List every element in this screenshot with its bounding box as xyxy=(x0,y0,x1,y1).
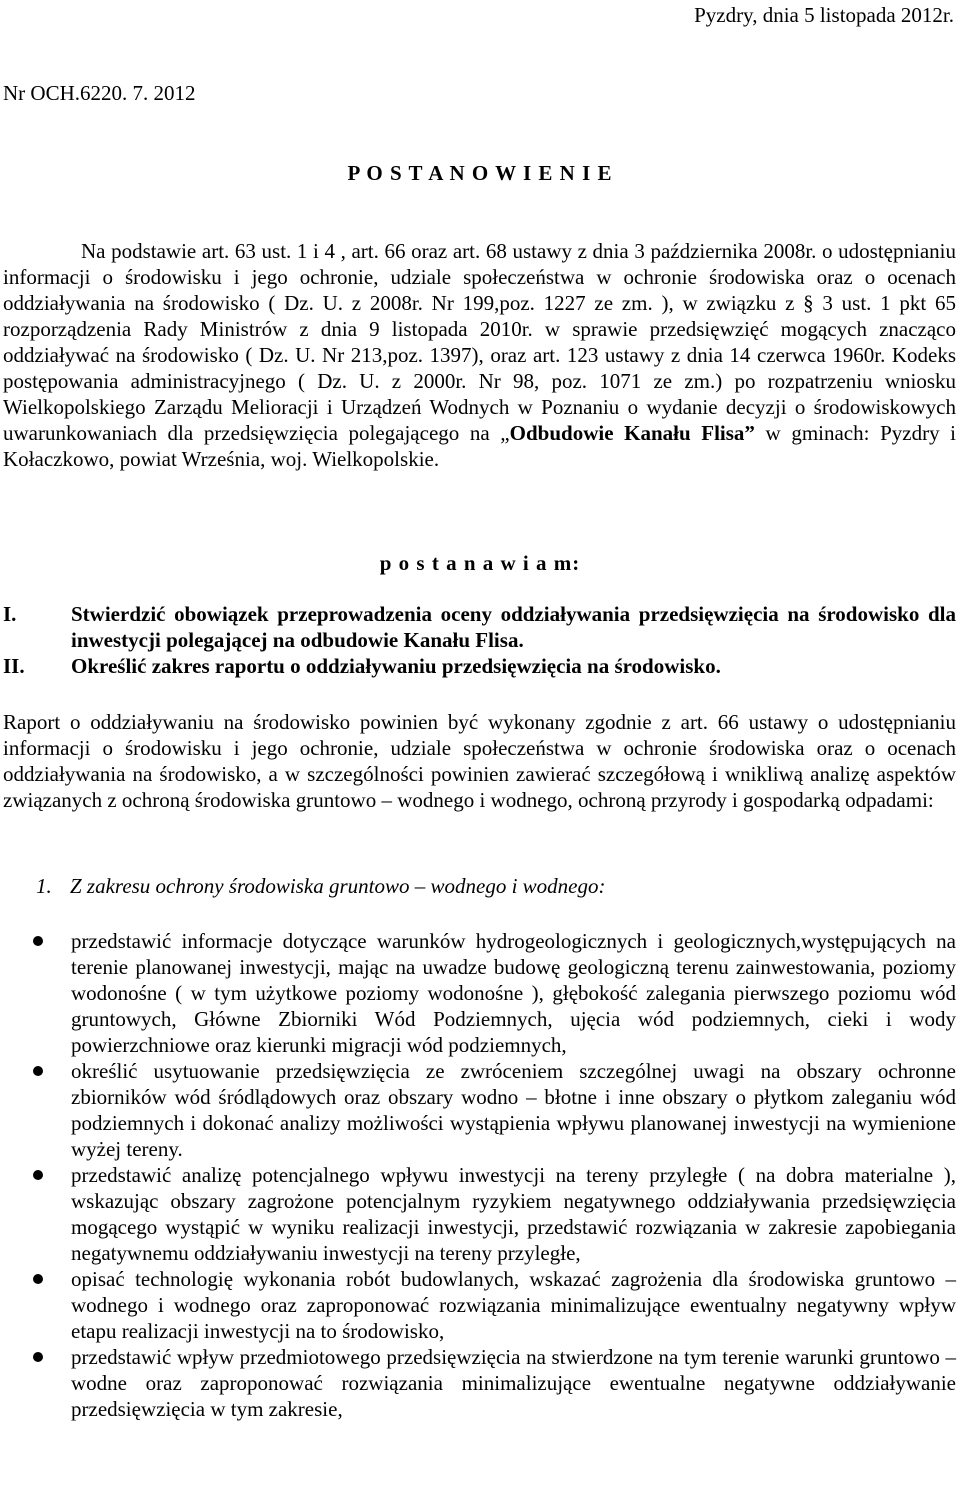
bullet-icon xyxy=(33,1170,43,1180)
requirements-list xyxy=(3,928,956,1422)
legal-basis-paragraph xyxy=(3,238,956,472)
section-title: Z zakresu ochrony środowiska gruntowo – wodnego i wodnego: xyxy=(70,874,606,898)
bullet-icon xyxy=(33,1352,43,1362)
legal-basis-text: Na podstawie art. 63 ust. 1 i 4 , art. 66 oraz art. 68 ustawy z dnia 3 października 2008r. o udostępnianiu informacji o środowisku i jego ochronie, udziale społeczeństwa w ochronie środowiska oraz o ocenach oddziaływania na środowisko ( Dz. U. z 2008r. Nr 199,poz. 1227 ze zm. ), w związku z § 3 ust. 1 pkt 65 rozporządzenia Rady Ministrów z dnia 9 listopada 2010r. w sprawie przedsięwzięć mogących znacząco oddziaływać na środowisko ( Dz. U. Nr 213,poz. 1397), oraz art. 123 ustawy z dnia 14 czerwca 1960r. Kodeks postępowania administracyjnego ( Dz. U. z 2000r. Nr 98, poz. 1071 ze zm.) po rozpatrzeniu wniosku Wielkopolskiego Zarządu Melioracji i Urządzeń Wodnych w Poznaniu o wydanie decyzji o środowiskowych uwarunkowaniach dla przedsięwzięcia polegającego na „ xyxy=(3,239,956,445)
document-date: Pyzdry, dnia 5 listopada 2012r. xyxy=(694,3,954,27)
list-item-text: opisać technologię wykonania robót budowlanych, wskazać zagrożenia dla środowiska gruntowo – wodnego i wodnego oraz zaproponować rozwiązania minimalizujące ewentualny negatywny wpływ etapu realizacji inwestycji na to środowisko, xyxy=(71,1267,956,1343)
decision-number: I. xyxy=(3,602,17,626)
list-item-text: przedstawić analizę potencjalnego wpływu inwestycji na tereny przyległe ( na dobra materialne ), wskazując obszary zagrożone potencjalnym ryzykiem negatywnego oddziaływania przedsięwzięcia mogącego wystąpić w wyniku realizacji inwestycji, przedstawić rozwiązania w zakresie zapobiegania negatywnemu oddziaływaniu inwestycji na tereny przyległe, xyxy=(71,1163,956,1265)
list-item-text: określić usytuowanie przedsięwzięcia ze zwróceniem szczególnej uwagi na obszary ochronne zbiorników wód śródlądowych oraz obszary wodno – błotne i inne obszary o płytkom zaleganiu wód podziemnych i dokonać analizy możliwości wystąpienia wpływu planowanej inwestycji na wymienione wyżej tereny. xyxy=(71,1059,956,1161)
list-item-text: przedstawić wpływ przedmiotowego przedsięwzięcia na stwierdzone na tym terenie warunki gruntowo – wodne oraz zaproponować rozwiązania minimalizujące ewentualne negatywne oddziaływanie przedsięwzięcia w tym zakresie, xyxy=(71,1345,956,1421)
list-item xyxy=(3,1058,956,1162)
document-title: P O S T A N O W I E N I E xyxy=(347,161,613,185)
bullet-icon xyxy=(33,936,43,946)
decision-item xyxy=(3,653,956,679)
section-heading xyxy=(36,873,606,899)
list-item xyxy=(3,928,956,1058)
decision-text: Stwierdzić obowiązek przeprowadzenia oceny oddziaływania przedsięwzięcia na środowisko dla inwestycji polegającej na odbudowie Kanału Flisa. xyxy=(71,602,956,652)
report-paragraph: Raport o oddziaływaniu na środowisko powinien być wykonany zgodnie z art. 66 ustawy o udostępnianiu informacji o środowisku i jego ochronie, udziale społeczeństwa w ochronie środowiska oraz o ocenach oddziaływania na środowisko, a w szczególności powinien zawierać szczegółową i wnikliwą analizę aspektów związanych z ochroną środowiska gruntowo – wodnego i wodnego, ochroną przyrody i gospodarką odpadami: xyxy=(3,710,956,812)
project-name: Odbudowie Kanału Flisa” xyxy=(509,421,755,445)
bullet-icon xyxy=(33,1066,43,1076)
list-item-text: przedstawić informacje dotyczące warunków hydrogeologicznych i geologicznych,występujących na terenie planowanej inwestycji, mając na uwadze budowę geologiczną terenu zainwestowania, poziomy wodonośne ( w tym użytkowe poziomy wodonośne ), głębokość zalegania pierwszego poziomu wód gruntowych, Główne Zbiorniki Wód Podziemnych, ujęcia wód podziemnych, cieki i wody powierzchniowe oraz kierunki migracji wód podziemnych, xyxy=(71,929,956,1057)
list-item xyxy=(3,1344,956,1422)
decision-number: II. xyxy=(3,654,25,678)
list-item xyxy=(3,1162,956,1266)
decision-list xyxy=(3,601,956,679)
legal-basis-text-end: w gminach: Pyzdry i Kołaczkowo, powiat Września, woj. Wielkopolskie. xyxy=(3,421,957,471)
bullet-icon xyxy=(33,1274,43,1284)
decision-heading: p o s t a n a w i a m: xyxy=(379,551,581,575)
decision-item xyxy=(3,601,956,653)
list-item xyxy=(3,1266,956,1344)
decision-text: Określić zakres raportu o oddziaływaniu przedsięwzięcia na środowisko. xyxy=(71,654,721,678)
section-number: 1. xyxy=(36,874,52,898)
reference-number: Nr OCH.6220. 7. 2012 xyxy=(3,81,196,105)
